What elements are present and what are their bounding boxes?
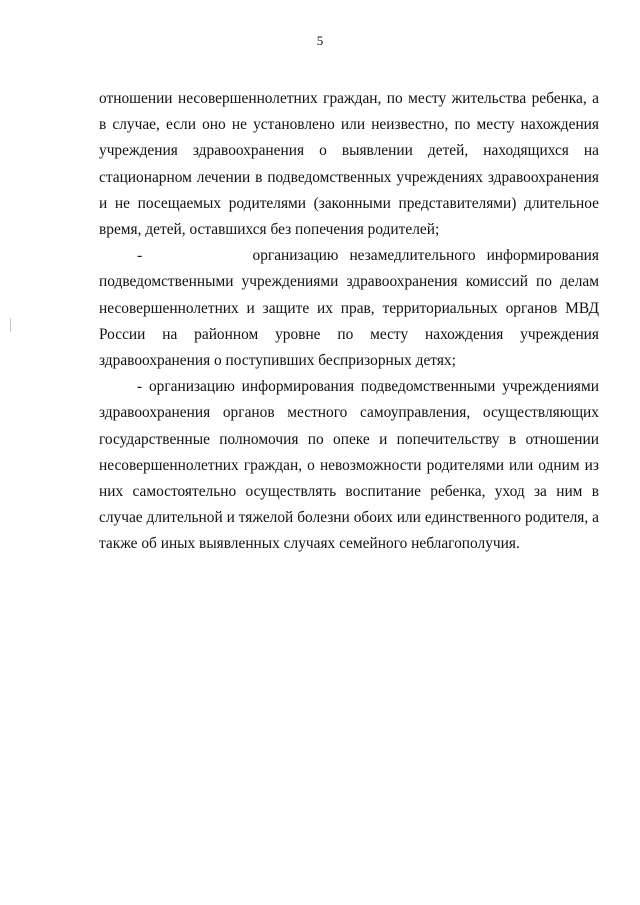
paragraph-list-item-guardianship-notification: - организацию информирования подведомственными учреждениями здравоохранения органов местного самоуправления, осуществляющих государственные полномочия по опеке и попечительству в отношении несовершеннолетних граждан, о невозможности родителями или одним из них самостоятельно осуществлять воспитание ребенка, уход за ним в случае длительной и тяжелой болезни обоих или единственного родителя, а также об иных выявленных случаях семейного неблагополучия. <box>99 378 599 553</box>
page-number: 5 <box>316 33 324 48</box>
paragraph-list-item-emergency-notification: - организацию незамедлительного информирования подведомственными учреждениями здравоохранения комиссий по делам несовершеннолетних и защите их прав, территориальных органов МВД России на районном уровне по месту нахождения учреждения здравоохранения о поступивших беспризорных детях; <box>99 247 599 370</box>
paragraph-continuation: отношении несовершеннолетних граждан, по месту жительства ребенка, а в случае, если оно не установлено или неизвестно, по месту нахождения учреждения здравоохранения о выявлении детей, находящихся на стационарном лечении в подведомственных учреждениях здравоохранения и не посещаемых родителями (законными представителями) длительное время, детей, оставшихся без попечения родителей; <box>99 90 599 239</box>
document-body <box>99 86 599 558</box>
scan-artifact-mark <box>10 318 11 332</box>
